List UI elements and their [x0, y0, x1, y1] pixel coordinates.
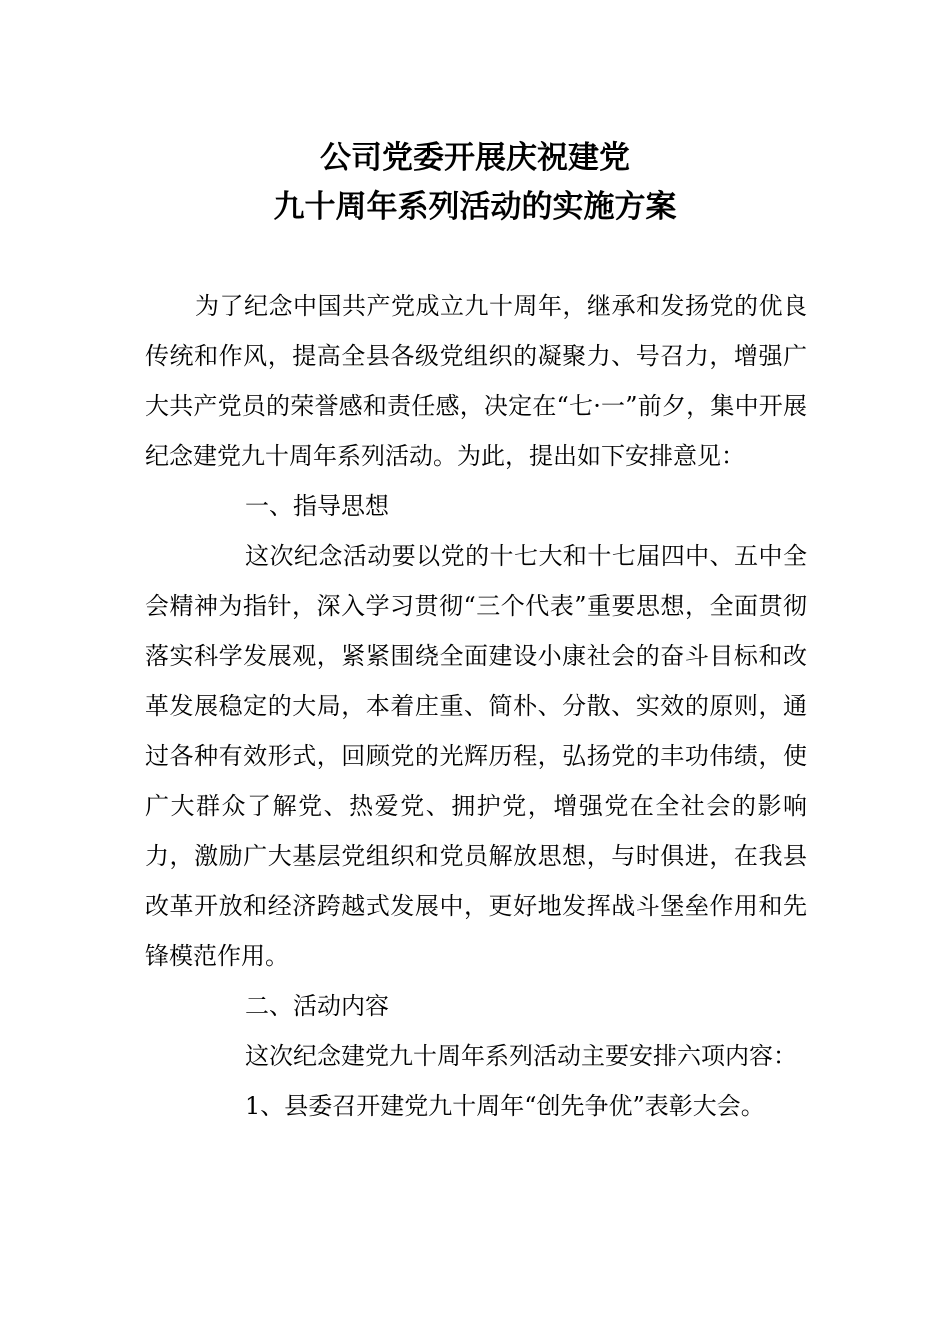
activity-item-1: 1、县委召开建党九十周年“创先争优”表彰大会。 [245, 1092, 765, 1120]
intro-paragraph: 为了纪念中国共产党成立九十周年，继承和发扬党的优良传统和作风，提高全县各级党组织的凝聚力、号召力，增强广大共产党员的荣誉感和责任感，决定在“七·一”前夕，集中开展纪念建党九十周年系列活动。为此，提出如下安排意见： [145, 292, 807, 470]
document-title-line2: 九十周年系列活动的实施方案 [273, 189, 677, 225]
guiding-ideology-paragraph: 这次纪念活动要以党的十七大和十七届四中、五中全会精神为指针，深入学习贯彻“三个代表”重要思想，全面贯彻落实科学发展观，紧紧围绕全面建设小康社会的奋斗目标和改革发展稳定的大局，本着庄重、简朴、分散、实效的原则，通过各种有效形式，回顾党的光辉历程，弘扬党的丰功伟绩，使广大群众了解党、热爱党、拥护党，增强党在全社会的影响力，激励广大基层党组织和党员解放思想，与时俱进，在我县改革开放和经济跨越式发展中，更好地发挥战斗堡垒作用和先锋模范作用。 [145, 542, 807, 970]
document-body [145, 281, 807, 1131]
section-heading-activities: 二、活动内容 [245, 992, 389, 1020]
activities-intro-paragraph: 这次纪念建党九十周年系列活动主要安排六项内容： [245, 1042, 797, 1070]
document-title-line1: 公司党委开展庆祝建党 [320, 140, 630, 176]
section-heading-guiding-ideology: 一、指导思想 [245, 492, 389, 520]
